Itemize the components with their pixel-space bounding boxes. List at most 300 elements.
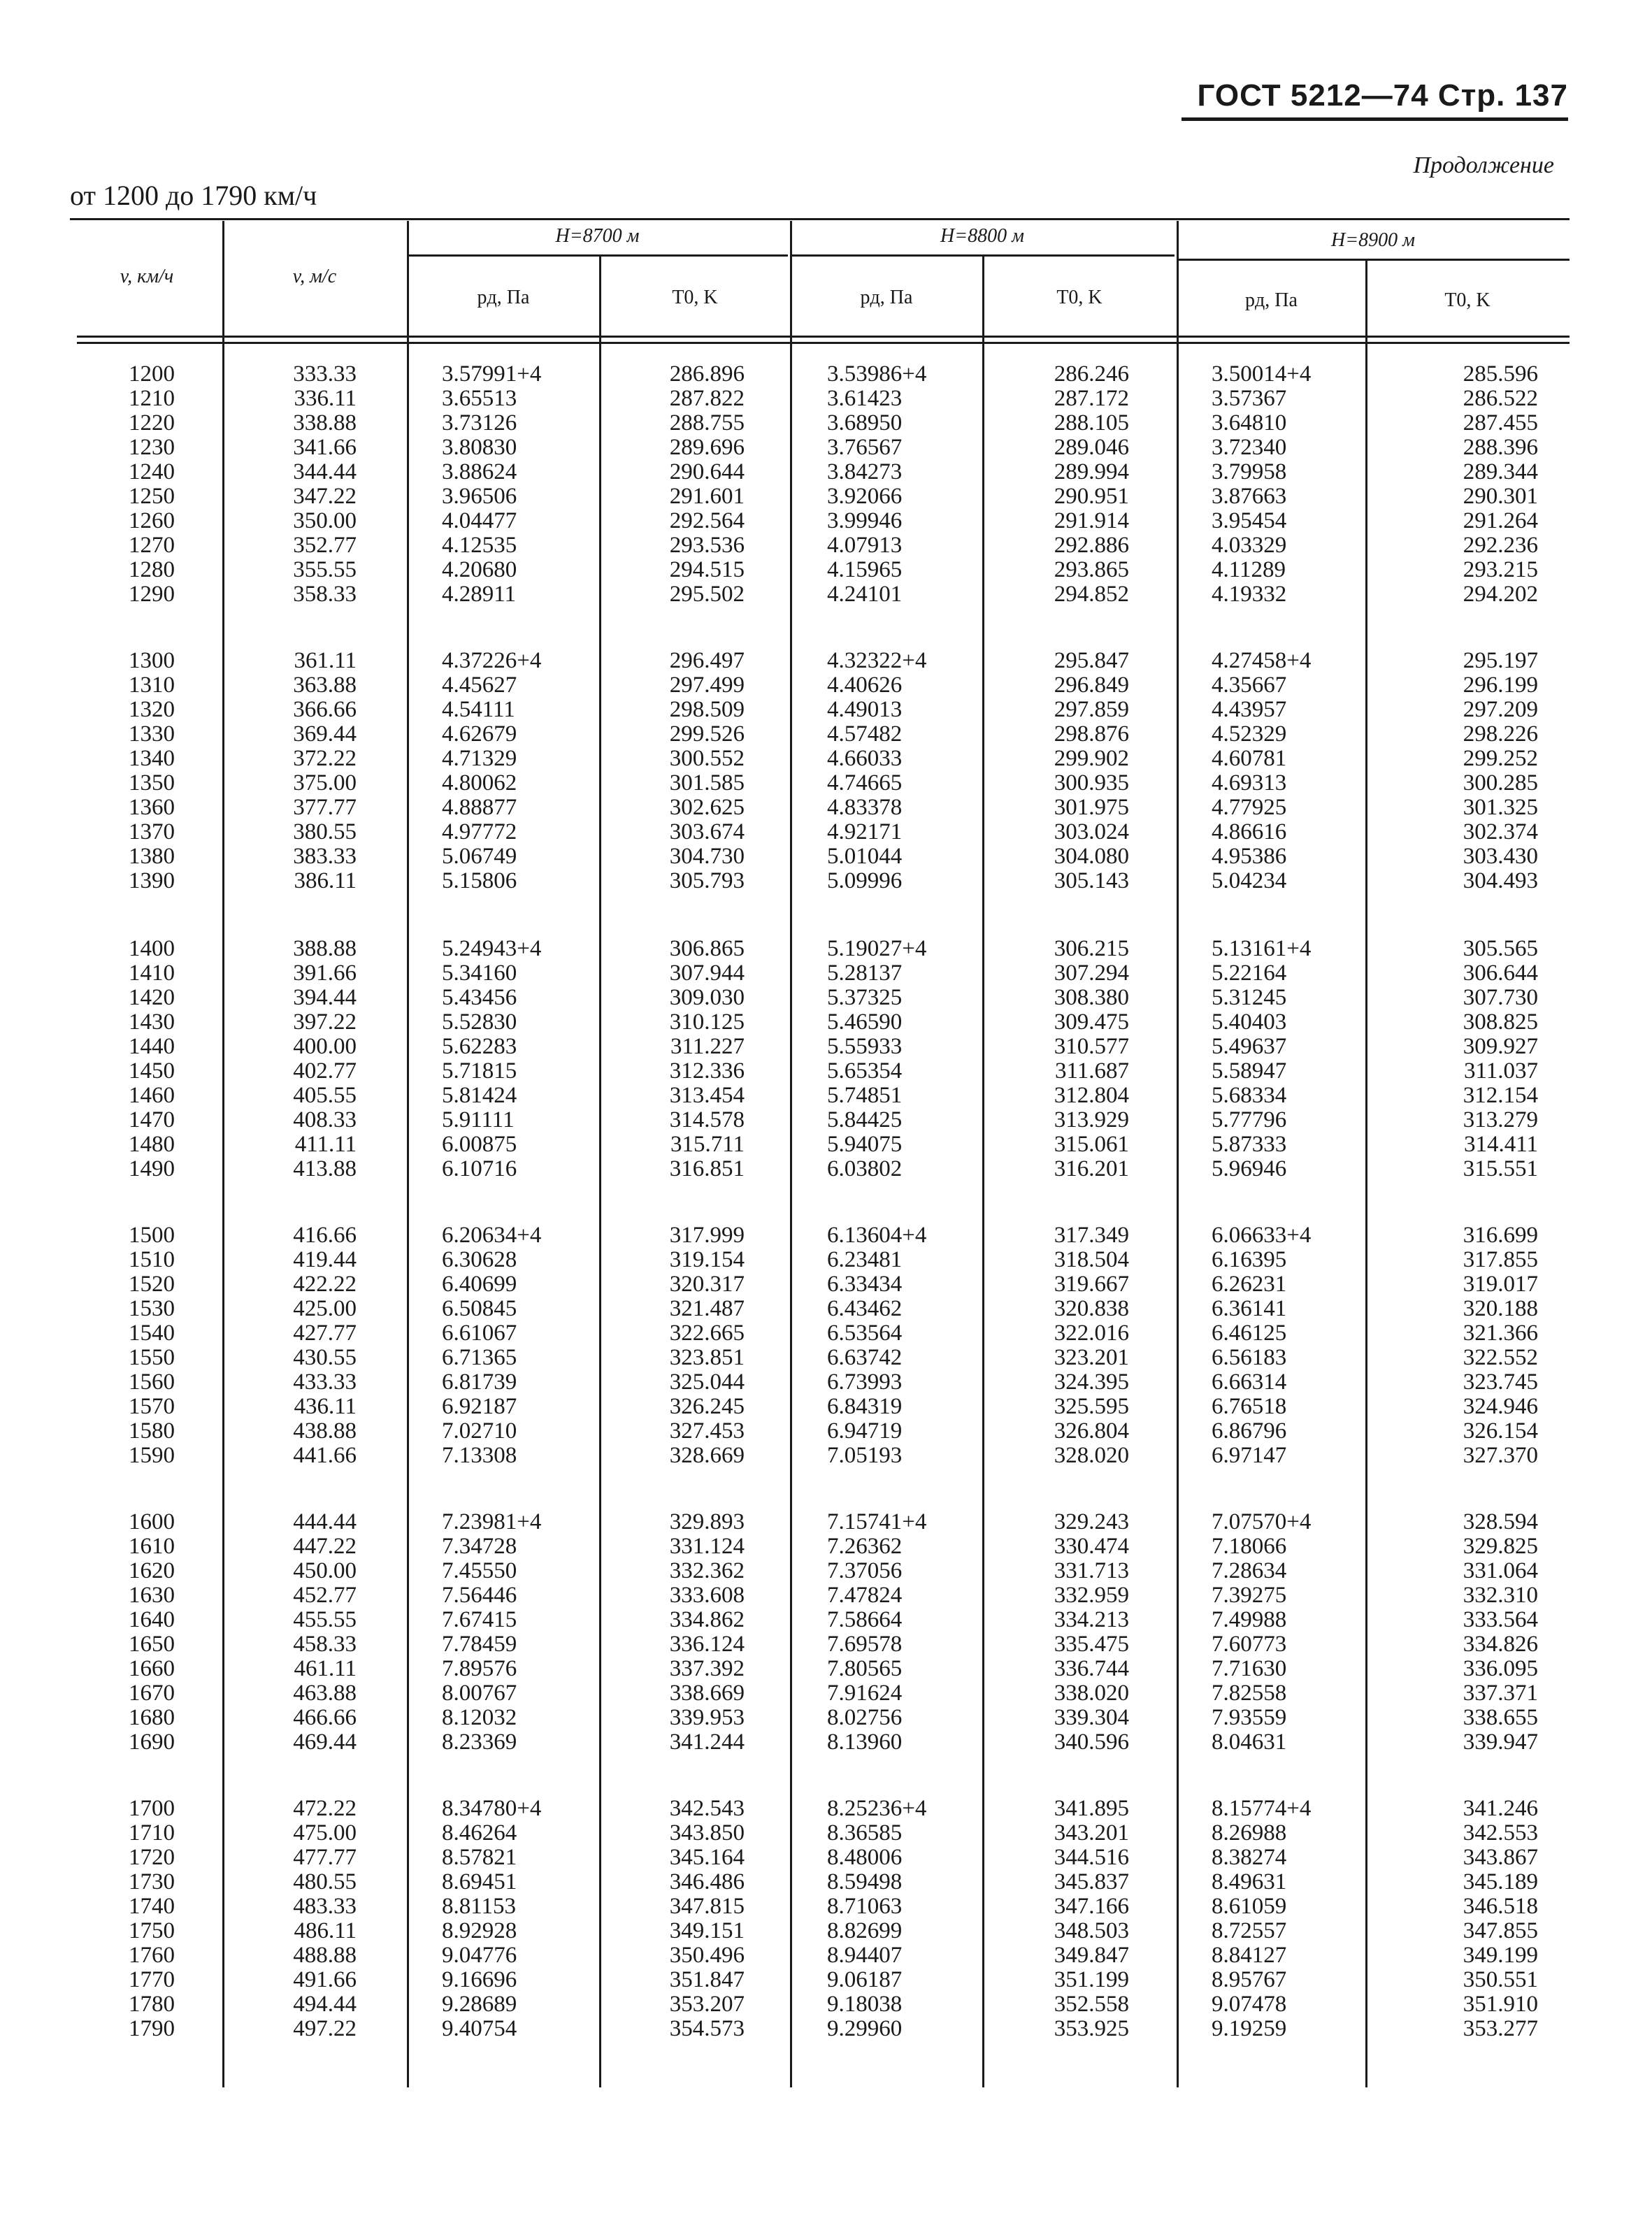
table-cell: 5.04234 [1212,868,1287,893]
table-cell: 343.867 [1463,1845,1538,1870]
table-cell: 483.33 [293,1894,357,1919]
table-divider [407,221,409,2087]
table-cell: 333.33 [293,361,357,387]
table-cell: 3.80830 [442,435,517,460]
table-cell: 339.953 [669,1705,745,1730]
table-cell: 304.730 [669,844,745,869]
table-cell: 334.213 [1054,1607,1129,1632]
table-cell: 291.914 [1054,508,1129,533]
table-cell: 347.855 [1463,1918,1538,1943]
table-cell: 1560 [129,1369,175,1395]
table-cell: 309.927 [1463,1034,1538,1059]
table-cell: 1380 [129,844,175,869]
table-cell: 328.020 [1054,1443,1129,1468]
table-cell: 5.62283 [442,1034,517,1059]
table-cell: 7.80565 [827,1656,903,1681]
table-divider [1177,221,1179,2087]
table-cell: 346.486 [669,1869,745,1894]
table-cell: 7.15741+4 [827,1509,927,1534]
table-cell: 339.947 [1463,1729,1538,1755]
table-cell: 1690 [129,1729,175,1755]
table-cell: 311.037 [1463,1058,1538,1084]
table-cell: 1760 [129,1943,175,1968]
table-cell: 331.713 [1054,1558,1129,1583]
table-cell: 6.81739 [442,1369,517,1395]
table-cell: 9.16696 [442,1967,517,1992]
table-cell: 375.00 [293,770,357,796]
table-cell: 322.552 [1463,1345,1538,1370]
table-cell: 1420 [129,985,175,1010]
table-cell: 3.68950 [827,410,903,436]
table-cell: 1720 [129,1845,175,1870]
table-cell: 294.202 [1463,582,1538,607]
table-cell: 338.669 [669,1681,745,1706]
table-cell: 317.349 [1054,1223,1129,1248]
table-cell: 300.285 [1463,770,1538,796]
table-cell: 334.862 [669,1607,745,1632]
table-cell: 1320 [129,697,175,722]
table-cell: 301.585 [669,770,745,796]
table-cell: 312.336 [669,1058,745,1084]
table-cell: 345.837 [1054,1869,1129,1894]
table-cell: 1700 [129,1796,175,1821]
table-cell: 337.371 [1463,1681,1538,1706]
table-cell: 316.851 [669,1156,745,1181]
table-cell: 321.366 [1463,1321,1538,1346]
table-cell: 1310 [129,672,175,698]
table-cell: 4.28911 [442,582,517,607]
table-cell: 1490 [129,1156,175,1181]
table-cell: 301.975 [1054,795,1129,820]
table-cell: 8.04631 [1212,1729,1287,1755]
table-cell: 486.11 [294,1918,357,1943]
table-cell: 8.36585 [827,1820,903,1846]
table-cell: 436.11 [294,1394,357,1419]
table-cell: 302.625 [669,795,745,820]
table-cell: 488.88 [293,1943,357,1968]
table-cell: 314.578 [669,1107,745,1132]
table-cell: 349.199 [1463,1943,1538,1968]
table-cell: 7.69578 [827,1632,903,1657]
table-cell: 315.551 [1463,1156,1538,1181]
table-cell: 354.573 [669,2016,745,2041]
table-cell: 330.474 [1054,1534,1129,1559]
group-3-t0-header: T0, K [1444,289,1491,311]
table-cell: 4.19332 [1212,582,1287,607]
table-cell: 1280 [129,557,175,582]
table-cell: 290.644 [669,459,745,484]
table-cell: 400.00 [293,1034,357,1059]
table-cell: 1230 [129,435,175,460]
table-cell: 290.301 [1463,484,1538,509]
table-cell: 472.22 [293,1796,357,1821]
table-cell: 8.69451 [442,1869,517,1894]
table-cell: 363.88 [293,672,357,698]
table-cell: 293.536 [669,533,745,558]
table-cell: 7.05193 [827,1443,903,1468]
table-cell: 6.40699 [442,1272,517,1297]
table-cell: 1440 [129,1034,175,1059]
table-cell: 5.19027+4 [827,936,927,961]
table-cell: 4.62679 [442,721,517,747]
table-cell: 1680 [129,1705,175,1730]
table-cell: 5.58947 [1212,1058,1287,1084]
table-cell: 5.55933 [827,1034,903,1059]
table-cell: 7.56446 [442,1583,517,1608]
table-cell: 388.88 [293,936,357,961]
table-cell: 325.595 [1054,1394,1129,1419]
table-cell: 328.669 [669,1443,745,1468]
table-cell: 7.23981+4 [442,1509,542,1534]
table-cell: 1670 [129,1681,175,1706]
table-cell: 3.76567 [827,435,903,460]
table-cell: 5.40403 [1212,1009,1287,1035]
table-cell: 1640 [129,1607,175,1632]
table-cell: 1590 [129,1443,175,1468]
continuation-label: Продолжение [1413,152,1554,178]
table-cell: 8.71063 [827,1894,903,1919]
table-cell: 366.66 [293,697,357,722]
table-cell: 323.745 [1463,1369,1538,1395]
table-cell: 288.105 [1054,410,1129,436]
table-cell: 461.11 [294,1656,357,1681]
table-cell: 1580 [129,1418,175,1444]
table-cell: 329.893 [669,1509,745,1534]
table-cell: 4.88877 [442,795,517,820]
table-cell: 313.929 [1054,1107,1129,1132]
table-cell: 7.39275 [1212,1583,1287,1608]
table-cell: 8.92928 [442,1918,517,1943]
group-1-underline [407,254,788,257]
table-cell: 1510 [129,1247,175,1272]
table-cell: 8.61059 [1212,1894,1287,1919]
table-cell: 441.66 [293,1443,357,1468]
table-cell: 7.82558 [1212,1681,1287,1706]
table-cell: 296.497 [669,648,745,673]
table-cell: 427.77 [293,1321,357,1346]
table-cell: 297.499 [669,672,745,698]
table-cell: 1390 [129,868,175,893]
table-cell: 7.02710 [442,1418,517,1444]
table-cell: 344.516 [1054,1845,1129,1870]
table-cell: 293.865 [1054,557,1129,582]
table-cell: 4.83378 [827,795,903,820]
table-cell: 7.18066 [1212,1534,1287,1559]
table-cell: 3.57367 [1212,386,1287,411]
table-cell: 475.00 [293,1820,357,1846]
table-cell: 4.95386 [1212,844,1287,869]
table-cell: 315.061 [1054,1132,1129,1157]
table-cell: 491.66 [293,1967,357,1992]
table-cell: 7.93559 [1212,1705,1287,1730]
table-cell: 326.804 [1054,1418,1129,1444]
table-cell: 8.82699 [827,1918,903,1943]
table-cell: 350.496 [669,1943,745,1968]
table-cell: 391.66 [293,961,357,986]
table-cell: 311.227 [670,1034,745,1059]
table-cell: 6.26231 [1212,1272,1287,1297]
table-cell: 323.851 [669,1345,745,1370]
table-cell: 296.199 [1463,672,1538,698]
table-cell: 447.22 [293,1534,357,1559]
table-cell: 298.876 [1054,721,1129,747]
table-cell: 290.951 [1054,484,1129,509]
table-cell: 344.44 [293,459,357,484]
table-cell: 5.31245 [1212,985,1287,1010]
table-cell: 1220 [129,410,175,436]
table-cell: 8.46264 [442,1820,517,1846]
table-cell: 1710 [129,1820,175,1846]
table-cell: 336.11 [294,386,357,411]
table-cell: 6.23481 [827,1247,903,1272]
table-cell: 305.565 [1463,936,1538,961]
table-cell: 1450 [129,1058,175,1084]
table-cell: 1460 [129,1083,175,1108]
table-divider [599,256,601,2087]
table-cell: 469.44 [293,1729,357,1755]
table-cell: 347.22 [293,484,357,509]
table-cell: 4.15965 [827,557,903,582]
table-cell: 333.608 [669,1583,745,1608]
table-cell: 288.755 [669,410,745,436]
table-cell: 3.79958 [1212,459,1287,484]
table-cell: 313.454 [669,1083,745,1108]
table-cell: 397.22 [293,1009,357,1035]
table-cell: 458.33 [293,1632,357,1657]
table-cell: 7.45550 [442,1558,517,1583]
table-cell: 331.064 [1463,1558,1538,1583]
table-cell: 299.526 [669,721,745,747]
table-cell: 352.77 [293,533,357,558]
table-cell: 377.77 [293,795,357,820]
table-cell: 335.475 [1054,1632,1129,1657]
table-cell: 1340 [129,746,175,771]
table-cell: 6.73993 [827,1369,903,1395]
table-cell: 444.44 [293,1509,357,1534]
table-cell: 331.124 [669,1534,745,1559]
table-cell: 4.69313 [1212,770,1287,796]
table-cell: 6.66314 [1212,1369,1287,1395]
header-rule [1181,117,1568,121]
header-bottom-rule-2 [77,342,1570,344]
table-cell: 329.825 [1463,1534,1538,1559]
table-cell: 326.245 [669,1394,745,1419]
table-cell: 4.71329 [442,746,517,771]
table-cell: 8.13960 [827,1729,903,1755]
table-cell: 408.33 [293,1107,357,1132]
table-cell: 5.24943+4 [442,936,542,961]
table-cell: 5.01044 [827,844,903,869]
table-cell: 341.246 [1463,1796,1538,1821]
table-cell: 1330 [129,721,175,747]
table-cell: 345.164 [669,1845,745,1870]
table-cell: 325.044 [669,1369,745,1395]
table-cell: 8.81153 [442,1894,517,1919]
table-cell: 287.455 [1463,410,1538,436]
table-cell: 4.74665 [827,770,903,796]
table-cell: 304.080 [1054,844,1129,869]
table-cell: 333.564 [1463,1607,1538,1632]
table-cell: 306.865 [669,936,745,961]
table-cell: 6.00875 [442,1132,517,1157]
table-cell: 348.503 [1054,1918,1129,1943]
table-cell: 294.852 [1054,582,1129,607]
table-cell: 9.07478 [1212,1992,1287,2017]
table-cell: 9.29960 [827,2016,903,2041]
table-cell: 8.49631 [1212,1869,1287,1894]
table-cell: 1750 [129,1918,175,1943]
table-cell: 8.94407 [827,1943,903,1968]
table-cell: 494.44 [293,1992,357,2017]
table-cell: 7.37056 [827,1558,903,1583]
table-cell: 5.65354 [827,1058,903,1084]
table-cell: 286.246 [1054,361,1129,387]
table-cell: 6.36141 [1212,1296,1287,1321]
header-v-ms: v, м/с [292,266,337,287]
table-cell: 5.09996 [827,868,903,893]
table-cell: 1300 [129,648,175,673]
table-cell: 1500 [129,1223,175,1248]
table-cell: 299.902 [1054,746,1129,771]
table-cell: 4.86616 [1212,819,1287,844]
table-cell: 1530 [129,1296,175,1321]
table-cell: 6.03802 [827,1156,903,1181]
table-cell: 3.73126 [442,410,517,436]
table-cell: 5.46590 [827,1009,903,1035]
table-cell: 5.77796 [1212,1107,1287,1132]
table-cell: 4.40626 [827,672,903,698]
table-cell: 6.61067 [442,1321,517,1346]
table-cell: 292.564 [669,508,745,533]
table-cell: 332.310 [1463,1583,1538,1608]
table-cell: 343.850 [669,1820,745,1846]
table-cell: 4.12535 [442,533,517,558]
table-cell: 5.43456 [442,985,517,1010]
table-cell: 1470 [129,1107,175,1132]
table-cell: 308.825 [1463,1009,1538,1035]
table-cell: 386.11 [294,868,357,893]
table-cell: 1260 [129,508,175,533]
table-cell: 312.154 [1463,1083,1538,1108]
table-cell: 1210 [129,386,175,411]
table-cell: 303.674 [669,819,745,844]
table-cell: 1550 [129,1345,175,1370]
table-cell: 6.76518 [1212,1394,1287,1419]
table-cell: 1360 [129,795,175,820]
table-cell: 350.00 [293,508,357,533]
table-cell: 295.502 [669,582,745,607]
table-cell: 349.847 [1054,1943,1129,1968]
table-cell: 9.06187 [827,1967,903,1992]
table-cell: 317.855 [1463,1247,1538,1272]
table-cell: 1730 [129,1869,175,1894]
table-cell: 317.999 [669,1223,745,1248]
table-cell: 4.66033 [827,746,903,771]
table-cell: 372.22 [293,746,357,771]
table-cell: 3.87663 [1212,484,1287,509]
table-cell: 322.016 [1054,1321,1129,1346]
table-cell: 4.04477 [442,508,517,533]
table-cell: 6.20634+4 [442,1223,542,1248]
table-cell: 9.40754 [442,2016,517,2041]
table-cell: 355.55 [293,557,357,582]
table-cell: 319.154 [669,1247,745,1272]
table-cell: 463.88 [293,1681,357,1706]
group-2-t0-header: T0, K [1056,287,1102,308]
table-cell: 361.11 [294,648,357,673]
table-cell: 6.46125 [1212,1321,1287,1346]
table-cell: 319.667 [1054,1272,1129,1297]
table-cell: 345.189 [1463,1869,1538,1894]
table-cell: 324.946 [1463,1394,1538,1419]
table-cell: 430.55 [293,1345,357,1370]
table-cell: 312.804 [1054,1083,1129,1108]
table-cell: 298.509 [669,697,745,722]
table-cell: 318.504 [1054,1247,1129,1272]
table-cell: 8.57821 [442,1845,517,1870]
table-cell: 313.279 [1463,1107,1538,1132]
header-v-kmh: v, км/ч [120,266,174,287]
table-cell: 310.577 [1054,1034,1129,1059]
table-cell: 6.56183 [1212,1345,1287,1370]
table-cell: 5.94075 [827,1132,903,1157]
table-cell: 6.94719 [827,1418,903,1444]
table-cell: 3.64810 [1212,410,1287,436]
table-cell: 303.024 [1054,819,1129,844]
table-cell: 336.124 [669,1632,745,1657]
table-cell: 324.395 [1054,1369,1129,1395]
table-cell: 1780 [129,1992,175,2017]
table-cell: 1600 [129,1509,175,1534]
table-cell: 332.362 [669,1558,745,1583]
table-cell: 5.84425 [827,1107,903,1132]
table-cell: 316.699 [1463,1223,1538,1248]
table-cell: 320.838 [1054,1296,1129,1321]
table-cell: 4.20680 [442,557,517,582]
table-cell: 1630 [129,1583,175,1608]
table-cell: 292.236 [1463,533,1538,558]
table-cell: 5.71815 [442,1058,517,1084]
table-cell: 8.34780+4 [442,1796,542,1821]
table-cell: 6.92187 [442,1394,517,1419]
table-cell: 286.896 [669,361,745,387]
table-cell: 3.92066 [827,484,903,509]
table-cell: 8.02756 [827,1705,903,1730]
table-cell: 497.22 [293,2016,357,2041]
table-cell: 341.66 [293,435,357,460]
table-cell: 303.430 [1463,844,1538,869]
table-cell: 3.72340 [1212,435,1287,460]
table-cell: 319.017 [1463,1272,1538,1297]
table-cell: 321.487 [669,1296,745,1321]
table-cell: 7.49988 [1212,1607,1287,1632]
table-cell: 405.55 [293,1083,357,1108]
table-cell: 300.552 [669,746,745,771]
table-cell: 352.558 [1054,1992,1129,2017]
table-cell: 287.172 [1054,386,1129,411]
table-cell: 8.12032 [442,1705,517,1730]
table-cell: 316.201 [1054,1156,1129,1181]
table-cell: 380.55 [293,819,357,844]
table-divider [790,221,792,2087]
table-cell: 3.61423 [827,386,903,411]
table-cell: 292.886 [1054,533,1129,558]
table-cell: 307.944 [669,961,745,986]
table-cell: 3.84273 [827,459,903,484]
table-cell: 1410 [129,961,175,986]
table-cell: 6.86796 [1212,1418,1287,1444]
table-cell: 5.81424 [442,1083,517,1108]
